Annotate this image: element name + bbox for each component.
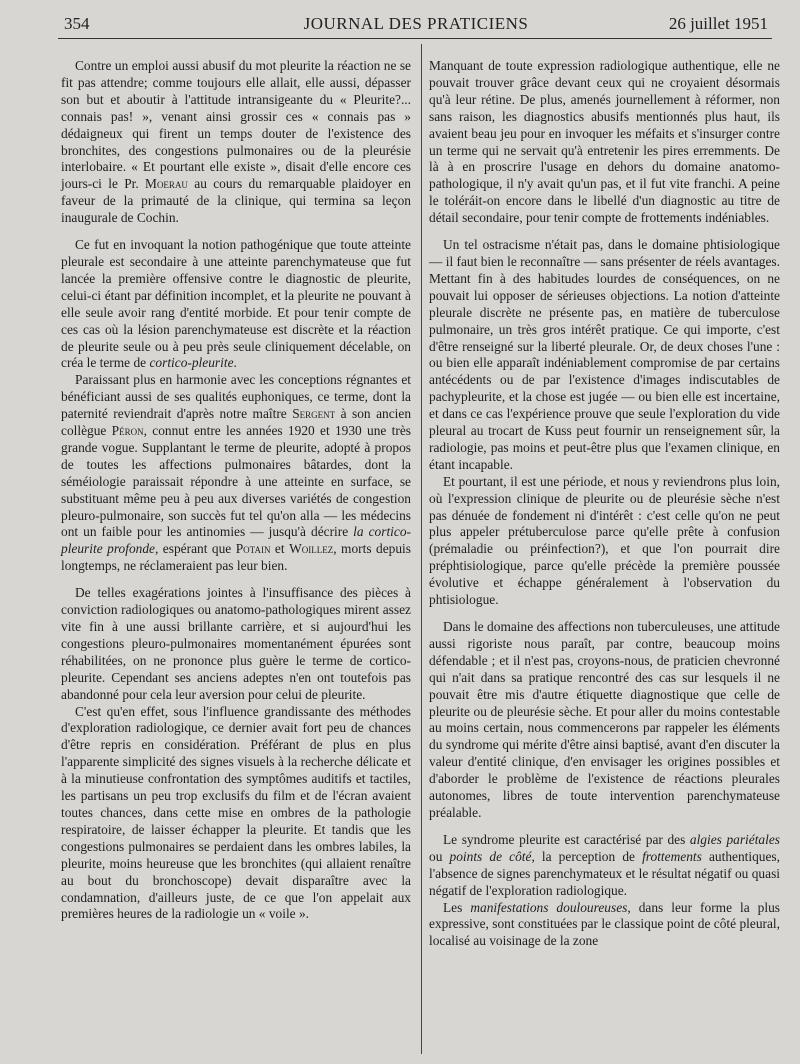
paragraph: Manquant de toute expression radiologique authentique, elle ne pouvait trouver grâce devant ceux qui ne croyaient désormais qu'à leur rétine. De plus, amenés journellement à réformer, non sans raison, les diagnostics abusifs mentionnés plus haut, ils avaient beau jeu pour en invoquer les méfaits et s'insurger contre un terme qui ne servait qu'à entretenir les pires erremments. De là à en proscrire l'usage en dehors du domaine anatomo-pathologique, il n'y avait qu'un pas, et il fut vite franchi. A peine le toléráit-on encore dans le libellé d'un diagnostic au titre de détail secondaire, pour tenir compte de frottements indéniables. xyxy=(429,58,780,226)
term: frottements xyxy=(642,848,702,864)
paragraph: Et pourtant, il est une période, et nous y reviendrons plus loin, où l'expression clinique de pleurite ou de pleurésie sèche n'est pas dénuée de fondement ni d'intérêt : c'est celle qu'on ne peut plus appeler prétuberculose parce qu'elle prête à confusion (prémaladie ou préinfection?), et que l'on pourrait dire préphtisiologique, parce qu'elle précède la première poussée évolutive et échappe généralement à l'observation du phtisiologue. xyxy=(429,473,780,608)
paragraph: Contre un emploi aussi abusif du mot pleurite la réaction ne se fit pas attendre; comme toujours elle allait, elle aussi, dépasser son but et aboutir à l'attitude intransigeante du « Pleurite?... connais pas! », venant ainsi grossir ces « connais pas » dédaigneux qui firent un temps douter de l'existence des bronchites, des congestions pulmonaires ou de la pleurésie interlobaire. « Et pourtant elle existe », disait d'elle encore ces jours-ci le Pr. Moerau au cours du remarquable plaidoyer en faveur de la primauté de la clinique, qui termina sa leçon inaugurale de Cochin. xyxy=(61,58,411,226)
term: points de côté xyxy=(449,848,532,864)
paragraph: Ce fut en invoquant la notion pathogénique que toute atteinte pleurale est secondaire à une atteinte parenchymateuse que fut lancée la première offensive contre le diagnostic de pleurite, celui-ci étant par définition incomplet, et la pleurite ne pouvant à elle seule avoir rang d'entité morbide. Et pour tenir compte de ces cas où la lésion parenchymateuse est discrète et la réaction de pleurite seule ou à peu près seule cliniquement décelable, on créa le terme de cortico-pleurite. xyxy=(61,237,411,371)
journal-title: JOURNAL DES PRATICIENS xyxy=(303,14,529,33)
author-name: Péron xyxy=(111,423,144,439)
author-name: Woillez xyxy=(289,541,334,557)
paragraph: Le syndrome pleurite est caractérisé par des algies pariétales ou points de côté, la perception de frottements authentiques, l'absence de signes parenchymateux et le résultat négatif ou quasi négatif de l'exploration radiologique. xyxy=(429,831,781,898)
paragraph: Les manifestations douloureuses, dans leur forme la plus expressive, sont constituées par le classique point de côté pleural, localisé au voisinage de la zone xyxy=(429,899,780,949)
author-name: Moerau xyxy=(145,176,188,192)
page-header xyxy=(64,14,768,38)
paragraph: Un tel ostracisme n'était pas, dans le domaine phtisiologique — il faut bien le reconnaître — sans présenter de réels avantages. Mettant fin à des habitudes lourdes de conséquences, on ne pouvait lui opposer de sérieuses objections. La notion d'atteinte pleurale discrète ne présente pas, en matière de tuberculose pulmonaire, un très gros intérêt pratique. Ce qui importe, c'est d'être renseigné sur la liberté pleurale. Or, de deux choses l'une : ou bien elle apparaît indéniablement compromise de par certains antécédents ou de par l'existence d'images indiscutables de pachypleurite, et la chose est jugée — ou bien elle est incertaine, et dans ce cas l'expérience prouve que seule l'exploration du vide pleural au trocart de Kuss peut fournir un renseignement sûr, la radiologie, pas moins et peut-être plus que l'examen clinique, en étant incapable. xyxy=(429,237,780,472)
paragraph: Paraissant plus en harmonie avec les conceptions régnantes et bénéficiant aussi de ses qualités euphoniques, ce terme, dont la paternité reviendrait d'après notre maître Sergent à son ancien collègue Péron, connut entre les années 1920 et 1930 une très grande vogue. Supplantant le terme de pleurite, adopté à propos de toutes les affections pulmonaires bâtardes, dont la séméiologie paraissait répondre à une atteinte en surface, se substituant même peu à peu aux diverses variétés de congestion pleuro-pulmonaire, son succès fut tel qu'on alla — les médecins ont un faible pour les antinomies — jusqu'à décrire la cortico-pleurite profonde, espérant que Potain et Woillez, morts depuis longtemps, ne réclameraient pas leur bien. xyxy=(61,372,412,574)
page-number: 354 xyxy=(64,14,90,33)
left-column xyxy=(61,58,411,923)
term: cortico-pleurite xyxy=(149,355,234,371)
paragraph: De telles exagérations jointes à l'insuffisance des pièces à conviction radiologiques ou anatomo-pathologiques mirent assez vite fin à une aussi brillante carrière, et si aujourd'hui les congestions pleuro-pulmonaires momentanément épurées sont réhabilitées, on ne prononce plus guère le terme de cortico-pleurite. Cependant ses anciens adeptes n'en ont toutefois pas abandonné pour cela leur aversion pour celui de pleurite. xyxy=(61,585,411,702)
author-name: Potain xyxy=(235,541,271,557)
term: la cortico-pleurite profonde xyxy=(61,524,411,557)
term: manifestations douloureuses xyxy=(470,899,628,915)
author-name: Sergent xyxy=(292,406,336,422)
issue-date: 26 juillet 1951 xyxy=(668,14,768,33)
right-column xyxy=(429,58,780,950)
column-divider xyxy=(421,44,422,1054)
header-rule xyxy=(58,38,772,39)
paragraph: C'est qu'en effet, sous l'influence grandissante des méthodes d'exploration radiologique, ce dernier avait fort peu de chances d'être repris en considération. Préférant de plus en plus l'apparente simplicité des signes visuels à la recherche délicate et à la minutieuse confrontation des symptômes auditifs et tactiles, les partisans un peu trop exclusifs du film et de l'écran avaient toutes chances, dans cette mise en ombres de la pathologie respiratoire, de laisser échapper la pleurite. Et tandis que les congestions pulmonaires se perdaient dans les ombres labiles, la pleurite, moins heureuse que les bronchites (qui allaient renaître au bout du bronchoscope) devait disparaître avec la condamnation, d'ailleurs juste, de ce que l'on appelait aux premières heures de la radiologie un « voile ». xyxy=(61,703,411,922)
paragraph: Dans le domaine des affections non tuberculeuses, une attitude aussi rigoriste nous paraît, par contre, beaucoup moins défendable ; et il n'est pas, croyons-nous, de praticien chevronné qui n'ait dans sa pratique rencontré des cas sur lesquels il ne pouvait être mis d'autre étiquette diagnostique que celle de pleurite ou de pleurésie sèche. Et pour aller du moins contestable au moins certain, nous commencerons par rappeler les éléments du syndrome qui mérite d'être ainsi baptisé, avant d'en discuter la valeur d'entité clinique, d'en envisager les origines possibles et d'aborder le problème de l'existence de réactions pleurales autonomes, libres de toute intervention parenchymateuse préalable. xyxy=(429,619,780,820)
term: algies pariétales xyxy=(689,831,781,847)
